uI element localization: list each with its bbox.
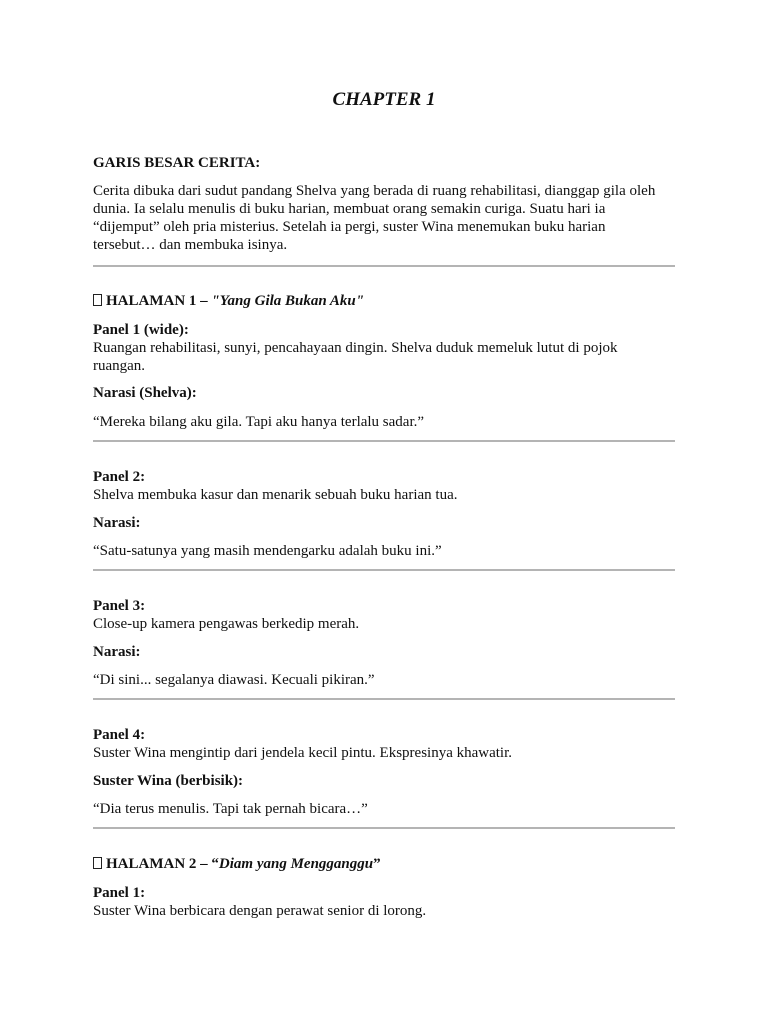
page-heading-subtitle: Diam yang Mengganggu [218, 856, 374, 872]
divider [93, 698, 675, 700]
missing-glyph-icon [93, 857, 102, 869]
panel-description: ruangan. [93, 358, 146, 374]
divider [93, 440, 675, 442]
panel-quote [93, 671, 675, 689]
panel-title: Panel 2: [93, 469, 146, 485]
panel-speaker [93, 772, 675, 790]
speaker-label: Narasi (Shelva): [93, 385, 197, 401]
panel-3 [93, 597, 675, 633]
outline-section [93, 154, 675, 172]
quote-text: “Satu-satunya yang masih mendengarku adalah buku ini.” [93, 543, 442, 559]
divider [93, 827, 675, 829]
outline-line: dunia. Ia selalu menulis di buku harian, membuat orang semakin curiga. Suatu hari ia [93, 201, 606, 217]
speaker-label: Suster Wina (berbisik): [93, 773, 244, 789]
panel-speaker [93, 384, 675, 402]
speaker-label: Narasi: [93, 644, 141, 660]
page-heading [93, 292, 675, 310]
divider [93, 569, 675, 571]
panel-title: Panel 4: [93, 727, 146, 743]
page-heading-label: HALAMAN 2 – “ [106, 856, 219, 872]
panel-description: Suster Wina berbicara dengan perawat senior di lorong. [93, 903, 427, 919]
speaker-label: Narasi: [93, 515, 141, 531]
quote-text: “Mereka bilang aku gila. Tapi aku hanya terlalu sadar.” [93, 414, 425, 430]
panel-title: Panel 1 (wide): [93, 322, 189, 338]
quote-text: “Di sini... segalanya diawasi. Kecuali pikiran.” [93, 672, 375, 688]
quote-text: “Dia terus menulis. Tapi tak pernah bicara…” [93, 801, 368, 817]
page-heading-label: HALAMAN 1 – [106, 293, 212, 309]
panel-quote [93, 413, 675, 431]
panel-title: Panel 3: [93, 598, 146, 614]
outline-line: tersebut… dan membuka isinya. [93, 237, 288, 253]
panel-description: Suster Wina mengintip dari jendela kecil pintu. Ekspresinya khawatir. [93, 745, 513, 761]
page-heading [93, 855, 675, 873]
panel-4 [93, 726, 675, 762]
page-heading-close-quote: ” [373, 856, 381, 872]
panel-speaker [93, 514, 675, 532]
outline-heading: GARIS BESAR CERITA: [93, 155, 261, 171]
panel-quote [93, 542, 675, 560]
outline-line: Cerita dibuka dari sudut pandang Shelva yang berada di ruang rehabilitasi, dianggap gila oleh [93, 183, 656, 199]
panel-speaker [93, 643, 675, 661]
panel-description: Close-up kamera pengawas berkedip merah. [93, 616, 360, 632]
missing-glyph-icon [93, 294, 102, 306]
outline-body [93, 182, 675, 254]
divider [93, 265, 675, 267]
panel-description: Shelva membuka kasur dan menarik sebuah buku harian tua. [93, 487, 458, 503]
panel-1 [93, 884, 675, 920]
chapter-title: CHAPTER 1 [332, 89, 436, 110]
outline-line: “dijemput” oleh pria misterius. Setelah ia pergi, suster Wina menemukan buku harian [93, 219, 606, 235]
panel-2 [93, 468, 675, 504]
panel-quote [93, 800, 675, 818]
panel-1 [93, 321, 675, 375]
page-heading-subtitle: "Yang Gila Bukan Aku" [211, 293, 365, 309]
panel-description: Ruangan rehabilitasi, sunyi, pencahayaan dingin. Shelva duduk memeluk lutut di pojok [93, 340, 618, 356]
panel-title: Panel 1: [93, 885, 146, 901]
